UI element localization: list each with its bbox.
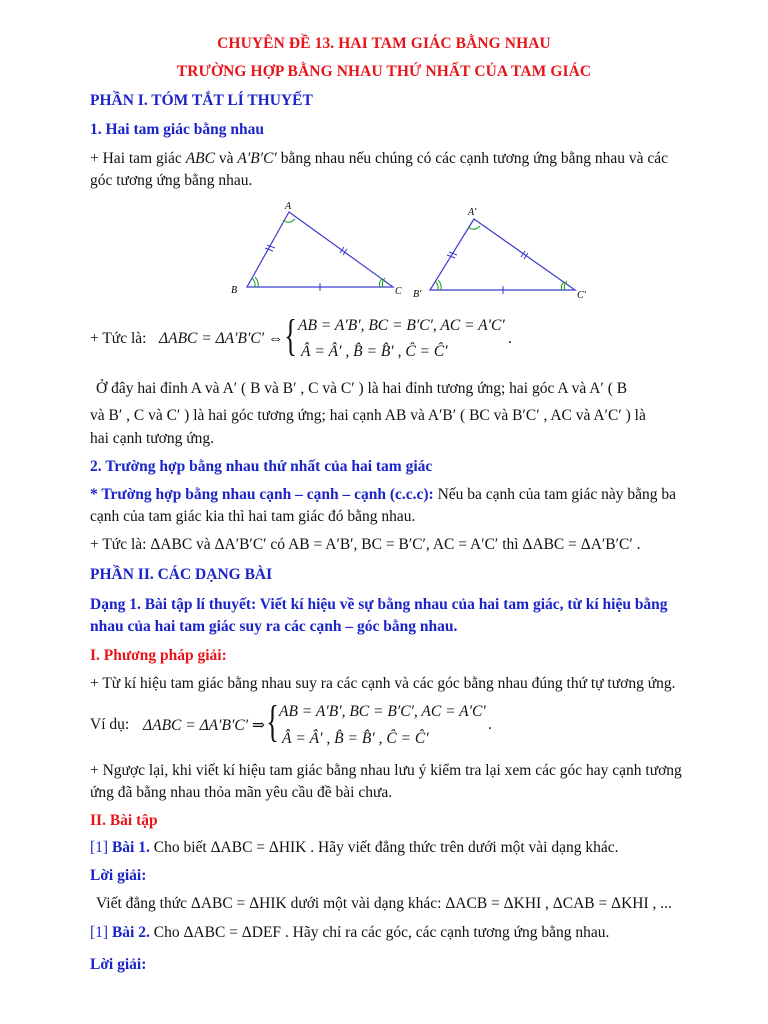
method-heading: I. Phương pháp giải:: [90, 647, 227, 664]
document-title: CHUYÊN ĐỀ 13. HAI TAM GIÁC BẰNG NHAU: [217, 35, 551, 52]
system2-brace: {: [266, 697, 279, 746]
triangles-figure: [225, 195, 605, 305]
definition-line2: góc tương ứng bằng nhau.: [90, 172, 253, 189]
part1-heading: PHẦN I. TÓM TẮT LÍ THUYẾT: [90, 92, 313, 109]
document-subtitle: TRƯỜNG HỢP BẰNG NHAU THỨ NHẤT CỦA TAM GIÁC: [176, 63, 592, 80]
reverse-line1: + Ngược lại, khi viết kí hiệu tam giác bằng nhau lưu ý kiểm tra lại xem các góc hay cạnh tương: [90, 762, 682, 779]
solution1-label: Lời giải:: [90, 867, 147, 884]
tuc-la-label: + Tức là:: [90, 330, 147, 347]
vertex-c-prime-label: C′: [577, 290, 586, 301]
vertex-a-label: A: [285, 201, 292, 212]
triangle-abc: [231, 201, 402, 297]
system1-row1: AB = A′B′, BC = B′C′, AC = A′C′: [298, 317, 505, 334]
solution2-label: Lời giải:: [90, 956, 147, 973]
dang1-line2: nhau của hai tam giác suy ra các cạnh – góc bằng nhau.: [90, 618, 458, 635]
note-line2: và B′ , C và C′ ) là hai góc tương ứng; hai cạnh AB và A′B′ ( BC và B′C′ , AC và A′C′ ) là: [90, 407, 646, 424]
note-line1: Ở đây hai đỉnh A và A′ ( B và B′ , C và C′ ) là hai đỉnh tương ứng; hai góc A và A′ ( B: [96, 380, 628, 397]
example-label: Ví dụ:: [90, 716, 130, 733]
example-equality: ΔABC = ΔA′B′C′ ⇒: [143, 717, 265, 734]
exercise1-line: [1] Bài 1. Cho biết ΔABC = ΔHIK . Hãy viết đẳng thức trên dưới một vài dạng khác.: [90, 839, 619, 856]
section2-heading: 2. Trường hợp bằng nhau thứ nhất của hai tam giác: [90, 458, 433, 475]
exercises-heading: II. Bài tập: [90, 812, 158, 829]
vertex-c-label: C: [395, 286, 402, 297]
section1-heading: 1. Hai tam giác bằng nhau: [90, 121, 264, 138]
vertex-b-prime-label: B′: [413, 289, 422, 300]
system-brace: {: [284, 311, 297, 360]
dang1-line1: Dạng 1. Bài tập lí thuyết: Viết kí hiệu về sự bằng nhau của hai tam giác, từ kí hiệu bằng: [90, 596, 668, 613]
definition-line1: + Hai tam giác ABC và A′B′C′ bằng nhau nếu chúng có các cạnh tương ứng bằng nhau và các: [90, 150, 669, 167]
system2-end: .: [488, 716, 492, 733]
reverse-line2: ứng đã bằng nhau thỏa mãn yêu cầu đề bài chưa.: [90, 784, 393, 801]
vertex-a-prime-label: A′: [468, 207, 477, 218]
solution1-text: Viết đẳng thức ΔABC = ΔHIK dưới một vài dạng khác: ΔACB = ΔKHI , ΔCAB = ΔKHI , ...: [96, 895, 672, 912]
ccc-tucla: + Tức là: ΔABC và ΔA′B′C′ có AB = A′B′, BC = B′C′, AC = A′C′ thì ΔABC = ΔA′B′C′ .: [90, 536, 641, 553]
exercise2-line: [1] Bài 2. Cho ΔABC = ΔDEF . Hãy chỉ ra các góc, các cạnh tương ứng bằng nhau.: [90, 924, 610, 941]
triangle-a1b1c1: [413, 207, 587, 301]
equality-main: ΔABC = ΔA′B′C′ ⇔: [159, 330, 284, 347]
vertex-b-label: B: [231, 285, 238, 296]
method-line1: + Từ kí hiệu tam giác bằng nhau suy ra các cạnh và các góc bằng nhau đúng thứ tự tương ứng.: [90, 675, 676, 692]
note-line3: hai cạnh tương ứng.: [90, 430, 214, 447]
system2-row1: AB = A′B′, BC = B′C′, AC = A′C′: [279, 703, 486, 720]
ccc-line2: cạnh của tam giác kia thì hai tam giác đó bằng nhau.: [90, 508, 416, 525]
part2-heading: PHẦN II. CÁC DẠNG BÀI: [90, 566, 273, 583]
system2-row2: Â = Â′ , B̂ = B̂′ , Ĉ = Ĉ′: [282, 730, 429, 747]
ccc-line1: * Trường hợp bằng nhau cạnh – cạnh – cạnh (c.c.c): Nếu ba cạnh của tam giác này bằng ba: [90, 486, 676, 503]
system1-row2: Â = Â′ , B̂ = B̂′ , Ĉ = Ĉ′: [301, 343, 448, 360]
system1-end: .: [508, 330, 512, 347]
